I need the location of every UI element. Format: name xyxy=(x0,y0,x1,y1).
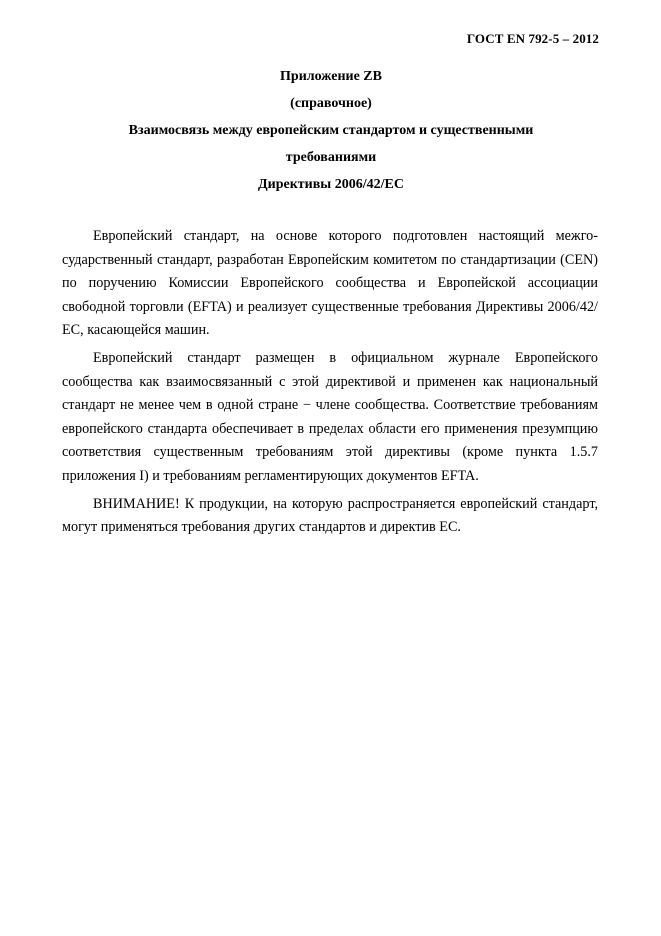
annex-type: (справочное) xyxy=(290,96,372,111)
document-code: ГОСТ EN 792-5 – 2012 xyxy=(466,31,599,46)
annex-subject-line-3: Директивы 2006/42/ЕС xyxy=(258,177,404,192)
annex-subject-line-1: Взаимосвязь между европейским стандартом и существенными xyxy=(128,123,534,138)
annex-heading xyxy=(62,63,600,198)
paragraph-2: Европейский стандарт размещен в официальном журнале Европейского сообщества как взаимосвязанный с этой директивой и применен как национальный стандарт не менее чем в одной стране − члене сообщества. Соответствие требованиям европейского стандарта обеспечивает в пределах области его применения презумпцию соответствия существенным требованиям этой директивы (кроме пункта 1.5.7 приложения I) и требованиям регламентирующих документов EFTA. xyxy=(62,349,598,484)
paragraph-3: ВНИМАНИЕ! К продукции, на которую распространяется европейский стандарт, могут применяться требования других стандартов и директив ЕС. xyxy=(62,495,598,536)
paragraph-1: Европейский стандарт, на основе которого подготовлен настоящий межгосударственный стандарт, разработан Европейским комитетом по стандартизации (CEN) по поручению Комиссии Европейского сообщества и Европейской ассоциации свободной торговли (EFTA) и реализует существенные требования Директивы 2006/42/ЕС, касающейся машин. xyxy=(62,228,598,339)
annex-title: Приложение ZB xyxy=(280,69,382,84)
annex-subject-line-2: требованиями xyxy=(285,150,377,165)
body-text xyxy=(62,225,598,544)
